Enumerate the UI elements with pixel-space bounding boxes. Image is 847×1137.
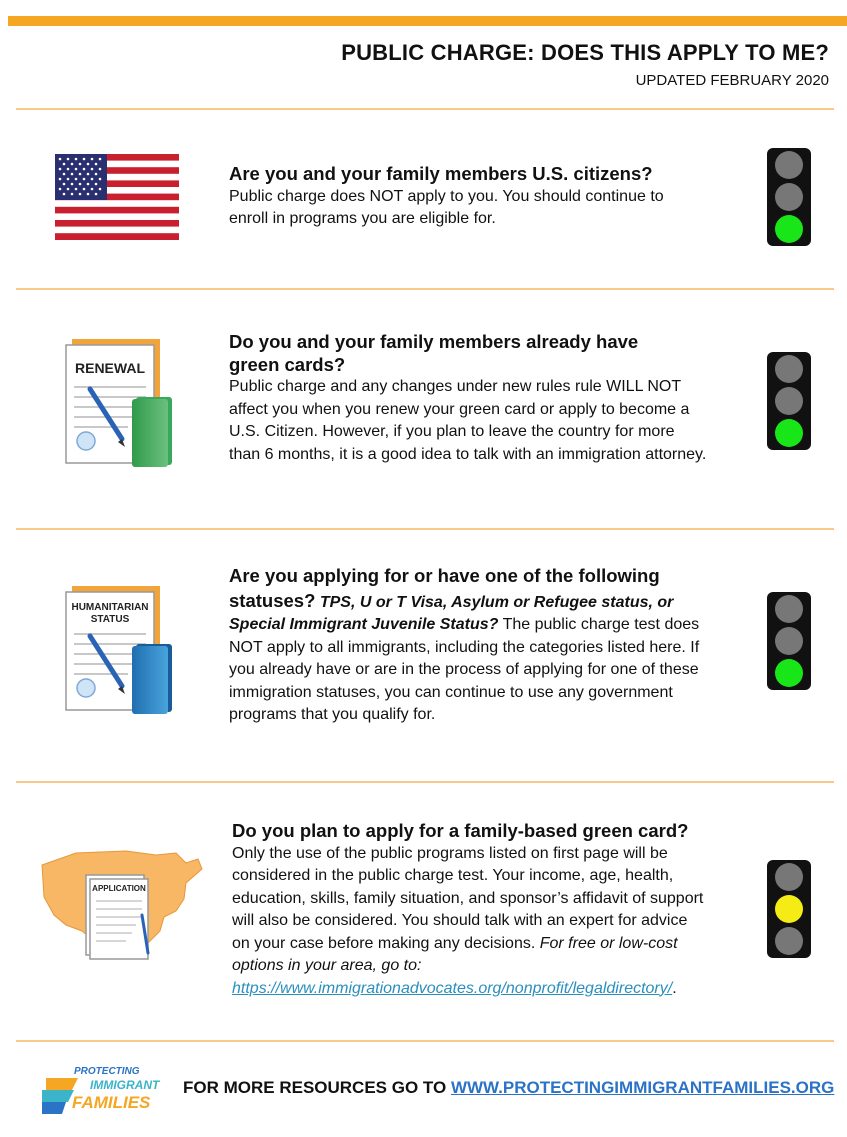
answer-family-green-card-block xyxy=(232,843,707,1001)
light-off xyxy=(775,387,803,415)
traffic-light-green-1 xyxy=(767,148,811,246)
yellow-light xyxy=(775,895,803,923)
section-citizens xyxy=(229,163,729,231)
footer-resources xyxy=(183,1078,834,1098)
divider xyxy=(16,108,834,110)
traffic-light-green-2 xyxy=(767,352,811,450)
logo-line-immigrant: IMMIGRANT xyxy=(90,1078,160,1092)
light-off xyxy=(775,927,803,955)
us-flag-icon xyxy=(55,154,179,240)
humanitarian-status-document-icon xyxy=(58,582,176,722)
low-cost-note: For free or low-cost options in your area, go to: xyxy=(232,934,678,974)
answer-statuses: The public charge test does NOT apply to all immigrants, including the categories listed here. If you already have or are in the process of applying for one of these immigration statuses, you can continue to use any government programs that you qualify for. xyxy=(229,616,700,723)
question-statuses-block xyxy=(229,565,719,727)
green-light xyxy=(775,659,803,687)
page-title: PUBLIC CHARGE: DOES THIS APPLY TO ME? xyxy=(341,40,829,65)
section-green-cards xyxy=(229,331,739,466)
traffic-light-green-3 xyxy=(767,592,811,690)
light-off xyxy=(775,183,803,211)
renewal-label: RENEWAL xyxy=(75,360,145,376)
answer-family-green-card: Only the use of the public programs listed on first page will be considered in the public charge test. Your income, age, health, education, skills, family situation, and sponsor’s affidavit of support will also be considered. You should talk with an expert for advice on your case before making any decisions. xyxy=(232,844,704,952)
light-off xyxy=(775,355,803,383)
section-family-green-card xyxy=(232,820,752,1000)
renewal-document-icon xyxy=(58,335,176,475)
legal-directory-link[interactable]: https://www.immigrationadvocates.org/nonprofit/legaldirectory/ xyxy=(232,979,673,997)
us-map-application-icon xyxy=(36,845,206,965)
humanitarian-label: HUMANITARIAN xyxy=(71,602,149,613)
question-green-cards: Do you and your family members already have green cards? xyxy=(229,331,639,375)
updated-date: UPDATED FEBRUARY 2020 xyxy=(635,72,829,89)
answer-green-cards: Public charge and any changes under new rules rule WILL NOT affect you when you renew your green card or apply to become a U.S. Citizen. However, if you plan to leave the country for more than 6 months, it is a good idea to talk with an immigration attorney. xyxy=(229,378,707,463)
light-off xyxy=(775,863,803,891)
question-citizens: Are you and your family members U.S. citizens? xyxy=(229,163,653,184)
divider xyxy=(16,781,834,783)
traffic-light-yellow xyxy=(767,860,811,958)
footer-prefix: FOR MORE RESOURCES GO TO xyxy=(183,1078,451,1097)
light-off xyxy=(775,595,803,623)
top-accent-bar xyxy=(8,16,847,26)
logo-line-families: FAMILIES xyxy=(72,1093,151,1112)
green-light xyxy=(775,419,803,447)
section-statuses xyxy=(229,565,749,727)
light-off xyxy=(775,627,803,655)
question-statuses: Are you applying for or have one of the following statuses? xyxy=(229,565,660,611)
status-list: TPS, U or T Visa, Asylum or Refugee status, or Special Immigrant Juvenile Status? xyxy=(229,593,674,633)
green-light xyxy=(775,215,803,243)
light-off xyxy=(775,151,803,179)
divider xyxy=(16,1040,834,1042)
divider xyxy=(16,288,834,290)
divider xyxy=(16,528,834,530)
question-family-green-card: Do you plan to apply for a family-based green card? xyxy=(232,820,689,841)
logo-line-protecting: PROTECTING xyxy=(74,1066,140,1077)
application-label: APPLICATION xyxy=(92,884,146,893)
status-label: STATUS xyxy=(90,614,130,625)
footer-website-link[interactable]: WWW.PROTECTINGIMMIGRANTFAMILIES.ORG xyxy=(450,1078,835,1097)
answer-citizens: Public charge does NOT apply to you. You should continue to enroll in programs you are eligible for. xyxy=(229,187,664,227)
link-suffix: . xyxy=(672,979,677,997)
